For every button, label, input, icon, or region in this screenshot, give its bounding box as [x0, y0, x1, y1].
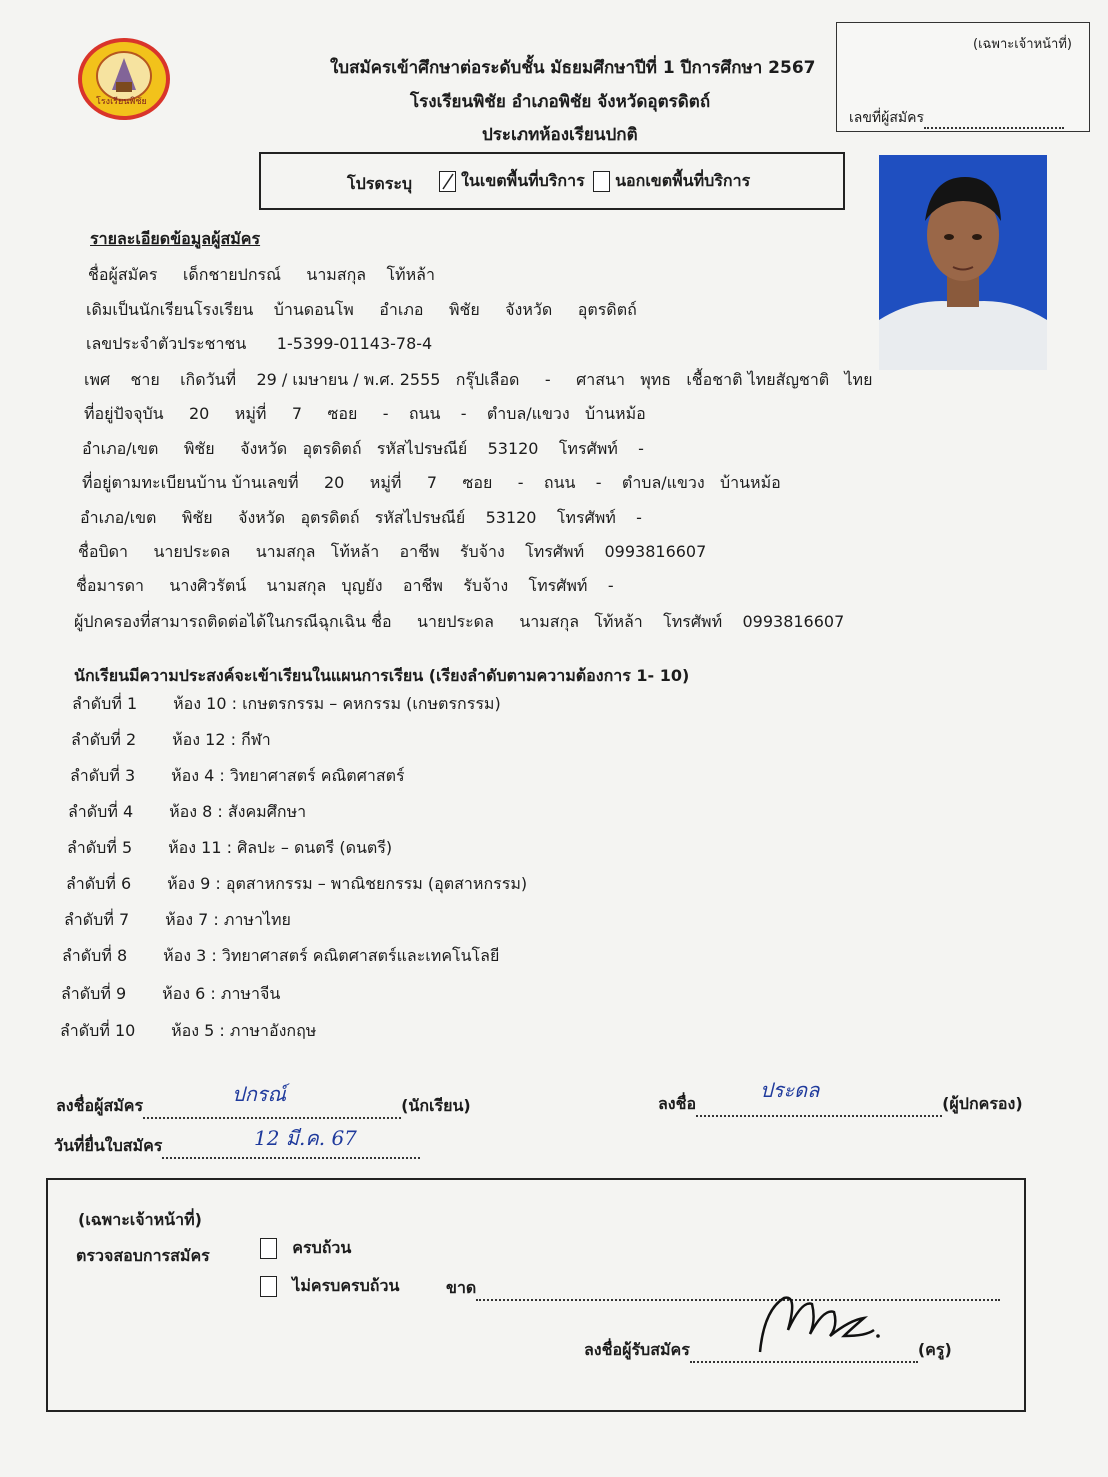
out-area-label: นอกเขตพื้นที่บริการ [615, 171, 751, 190]
preferences-heading: นักเรียนมีความประสงค์จะเข้าเรียนในแผนการเรียน (เรียงลำดับตามความต้องการ 1- 10) [74, 666, 690, 685]
amphoe-label: อำเภอ [379, 300, 424, 319]
check-application-label: ตรวจสอบการสมัคร [76, 1246, 210, 1265]
office-use-box [836, 22, 1090, 132]
applicant-signature-label: ลงชื่อผู้สมัคร [56, 1096, 144, 1115]
mother-phone-label: โทรศัพท์ [528, 576, 588, 595]
row-guardian [74, 610, 844, 635]
name-value: เด็กชายปกรณ์ [182, 265, 281, 284]
ethnicity-label: เชื้อชาติ [686, 370, 743, 389]
out-area-option[interactable] [593, 169, 750, 194]
in-area-label: ในเขตพื้นที่บริการ [461, 171, 585, 190]
reg-house-label: บ้านเลขที่ [231, 473, 299, 492]
father-phone-label: โทรศัพท์ [525, 542, 585, 561]
ethnicity-value: ไทย [747, 370, 776, 389]
row-national-id [86, 332, 432, 357]
reg-road: - [595, 473, 602, 492]
row-registered-address [82, 471, 781, 496]
preference-room: ห้อง 4 : วิทยาศาสตร์ คณิตศาสตร์ [171, 766, 405, 785]
out-area-checkbox[interactable] [593, 171, 610, 192]
guardian-suffix: (ผู้ปกครอง) [942, 1094, 1023, 1113]
religion-value: พุทธ [640, 370, 672, 389]
reg-district: พิชัย [181, 508, 213, 527]
reg-zip-label: รหัสไปรษณีย์ [374, 508, 466, 527]
preference-item [60, 1019, 316, 1044]
father-label: ชื่อบิดา [78, 542, 128, 561]
student-photo [879, 155, 1047, 370]
religion-label: ศาสนา [576, 370, 625, 389]
sex-label: เพศ [84, 370, 111, 389]
prov-label: จังหวัด [240, 439, 288, 458]
reg-road-label: ถนน [543, 473, 576, 492]
preference-rank: ลำดับที่ 4 [68, 802, 134, 821]
nationality-value: ไทย [844, 370, 873, 389]
mother-occupation-label: อาชีพ [402, 576, 443, 595]
tambon-label: ตำบล/แขวง [486, 404, 570, 423]
district-label: อำเภอ/เขต [82, 439, 159, 458]
row-mother [76, 574, 614, 599]
preference-rank: ลำดับที่ 8 [62, 946, 128, 965]
father-job: รับจ้าง [459, 542, 505, 561]
preference-rank: ลำดับที่ 9 [61, 984, 127, 1003]
incomplete-option[interactable] [260, 1274, 399, 1299]
guardian-surname: โท้หล้า [594, 612, 643, 631]
preference-room: ห้อง 9 : อุตสาหกรรม – พาณิชยกรรม (อุตสาหกรรม) [167, 874, 528, 893]
row-previous-school [86, 298, 637, 323]
reg-phone: - [636, 508, 642, 527]
reg-phone-label: โทรศัพท์ [556, 508, 616, 527]
incomplete-label: ไม่ครบครบถ้วน [292, 1276, 400, 1295]
complete-label: ครบถ้วน [292, 1238, 352, 1257]
surname-value: โท้หล้า [386, 265, 435, 284]
guardian-signature: ประดล [760, 1078, 820, 1102]
logo-text: โรงเรียนพิชัย [96, 97, 147, 107]
service-area-box [259, 152, 845, 210]
preference-rank: ลำดับที่ 5 [67, 838, 133, 857]
father-phone: 0993816607 [604, 542, 707, 561]
reg-zip: 53120 [485, 508, 537, 527]
dob-value: 29 / เมษายน / พ.ศ. 2555 [256, 370, 441, 389]
preference-room: ห้อง 3 : วิทยาศาสตร์ คณิตศาสตร์และเทคโนโลยี [163, 946, 500, 965]
reg-prov-label: จังหวัด [238, 508, 286, 527]
cur-tambon: บ้านหม้อ [584, 404, 646, 423]
guardian-label: ผู้ปกครองที่สามารถติดต่อได้ในกรณีฉุกเฉิน ชื่อ [74, 612, 392, 631]
receiver-signature-mark [754, 1290, 884, 1360]
row-father [78, 540, 706, 565]
row-personal-info [84, 368, 872, 393]
preference-room: ห้อง 5 : ภาษาอังกฤษ [171, 1021, 317, 1040]
surname-label: นามสกุล [306, 265, 367, 284]
missing-label: ขาด [446, 1278, 477, 1297]
dob-label: เกิดวันที่ [180, 370, 237, 389]
complete-checkbox[interactable] [260, 1238, 277, 1259]
office-use-label: (เฉพาะเจ้าหน้าที่) [973, 37, 1072, 52]
reg-district-label: อำเภอ/เขต [80, 508, 157, 527]
preference-room: ห้อง 8 : สังคมศึกษา [169, 802, 307, 821]
row-registered-address-2 [80, 506, 642, 531]
teacher-suffix: (ครู) [917, 1340, 952, 1359]
reg-addr-label: ที่อยู่ตามทะเบียนบ้าน [82, 473, 227, 492]
reg-house: 20 [323, 473, 345, 492]
father-occupation-label: อาชีพ [399, 542, 440, 561]
submission-date-line[interactable] [54, 1134, 420, 1159]
cur-addr-label: ที่อยู่ปัจจุบัน [84, 404, 164, 423]
father-name: นายประดล [153, 542, 231, 561]
guardian-surname-label: นามสกุล [519, 612, 580, 631]
amphoe-value: พิชัย [448, 300, 480, 319]
staff-use-box [46, 1178, 1026, 1412]
cur-house: 20 [188, 404, 210, 423]
id-label: เลขประจำตัวประชาชน [86, 334, 247, 353]
reg-province: อุตรดิตถ์ [300, 508, 360, 527]
father-surname: โท้หล้า [330, 542, 380, 561]
applicant-number-label: เลขที่ผู้สมัคร [849, 110, 925, 126]
province-value: อุตรดิตถ์ [577, 300, 637, 319]
preference-item [68, 800, 306, 825]
staff-use-label: (เฉพาะเจ้าหน้าที่) [78, 1210, 202, 1229]
preference-rank: ลำดับที่ 1 [72, 694, 138, 713]
applicant-signature: ปกรณ์ [232, 1082, 287, 1106]
reg-moo-label: หมู่ที่ [369, 473, 402, 492]
guardian-signature-line[interactable] [658, 1092, 1023, 1117]
sex-value: ชาย [130, 370, 160, 389]
details-heading: รายละเอียดข้อมูลผู้สมัคร [90, 229, 261, 248]
school-line: โรงเรียนพิชัย อำเภอพิชัย จังหวัดอุตรดิตถ์ [410, 92, 711, 112]
preference-item [64, 908, 291, 933]
school-logo [76, 36, 172, 122]
student-suffix: (นักเรียน) [401, 1096, 471, 1115]
mother-label: ชื่อมารดา [76, 576, 144, 595]
road-label: ถนน [408, 404, 441, 423]
guardian-name: นายประดล [417, 612, 494, 631]
in-area-checkbox[interactable] [439, 171, 456, 192]
soi-label: ซอย [327, 404, 358, 423]
reg-soi-label: ซอย [462, 473, 493, 492]
moo-label: หมู่ที่ [234, 404, 267, 423]
submission-date-label: วันที่ยื่นใบสมัคร [54, 1136, 163, 1155]
preference-rank: ลำดับที่ 2 [71, 730, 137, 749]
preference-room: ห้อง 6 : ภาษาจีน [162, 984, 281, 1003]
preference-item [71, 728, 271, 753]
preference-room: ห้อง 7 : ภาษาไทย [165, 910, 291, 929]
preference-rank: ลำดับที่ 6 [66, 874, 132, 893]
prev-school-value: บ้านดอนโพ [273, 300, 354, 319]
guardian-phone: 0993816607 [742, 612, 845, 631]
applicant-number-field[interactable] [849, 107, 1064, 129]
missing-field[interactable] [446, 1276, 1000, 1301]
reg-tambon-label: ตำบล/แขวง [621, 473, 705, 492]
preference-item [62, 944, 499, 969]
nationality-label: สัญชาติ [775, 370, 830, 389]
blood-label: กรุ๊ปเลือด [455, 370, 520, 389]
row-current-address [84, 402, 646, 427]
phone-label: โทรศัพท์ [558, 439, 618, 458]
preference-rank: ลำดับที่ 7 [64, 910, 130, 929]
preference-item [70, 764, 405, 789]
mother-surname-label: นามสกุล [266, 576, 327, 595]
zip-label: รหัสไปรษณีย์ [376, 439, 468, 458]
cur-phone: - [638, 439, 644, 458]
father-surname-label: นามสกุล [255, 542, 316, 561]
submission-date: 12 มี.ค. 67 [254, 1126, 357, 1150]
row-applicant-name [88, 263, 435, 288]
guardian-phone-label: โทรศัพท์ [663, 612, 723, 631]
receiver-signature-label: ลงชื่อผู้รับสมัคร [584, 1340, 690, 1359]
complete-option[interactable] [260, 1236, 351, 1261]
preference-room: ห้อง 10 : เกษตรกรรม – คหกรรม (เกษตรกรรม) [173, 694, 501, 713]
preference-item [67, 836, 392, 861]
name-label: ชื่อผู้สมัคร [88, 265, 158, 284]
cur-district: พิชัย [183, 439, 215, 458]
preference-rank: ลำดับที่ 3 [70, 766, 136, 785]
mother-job: รับจ้าง [463, 576, 509, 595]
preference-item [72, 692, 501, 717]
mother-name: นางศิวรัตน์ [169, 576, 247, 595]
blood-value: - [544, 370, 551, 389]
cur-soi: - [382, 404, 389, 423]
mother-phone: - [607, 576, 614, 595]
in-area-option[interactable] [439, 169, 585, 194]
preference-rank: ลำดับที่ 10 [60, 1021, 136, 1040]
mother-surname: บุญยัง [341, 576, 383, 595]
cur-road: - [460, 404, 467, 423]
guardian-signature-label: ลงชื่อ [658, 1094, 697, 1113]
row-current-address-2 [82, 437, 644, 462]
preference-item [66, 872, 527, 897]
province-label: จังหวัด [505, 300, 553, 319]
cur-province: อุตรดิตถ์ [302, 439, 362, 458]
preference-room: ห้อง 11 : ศิลปะ – ดนตรี (ดนตรี) [168, 838, 393, 857]
incomplete-checkbox[interactable] [260, 1276, 277, 1297]
reg-moo: 7 [426, 473, 438, 492]
preference-room: ห้อง 12 : กีฬา [172, 730, 271, 749]
prev-school-label: เดิมเป็นนักเรียนโรงเรียน [86, 300, 254, 319]
classroom-type: ประเภทห้องเรียนปกติ [482, 125, 638, 145]
area-prompt: โปรดระบุ [347, 174, 413, 193]
id-value: 1-5399-01143-78-4 [276, 334, 433, 353]
reg-soi: - [517, 473, 524, 492]
cur-moo: 7 [291, 404, 303, 423]
form-title: ใบสมัครเข้าศึกษาต่อระดับชั้น มัธยมศึกษาปีที่ 1 ปีการศึกษา 2567 [330, 58, 816, 78]
reg-tambon: บ้านหม้อ [719, 473, 781, 492]
cur-zip: 53120 [487, 439, 539, 458]
preference-item [61, 982, 280, 1007]
